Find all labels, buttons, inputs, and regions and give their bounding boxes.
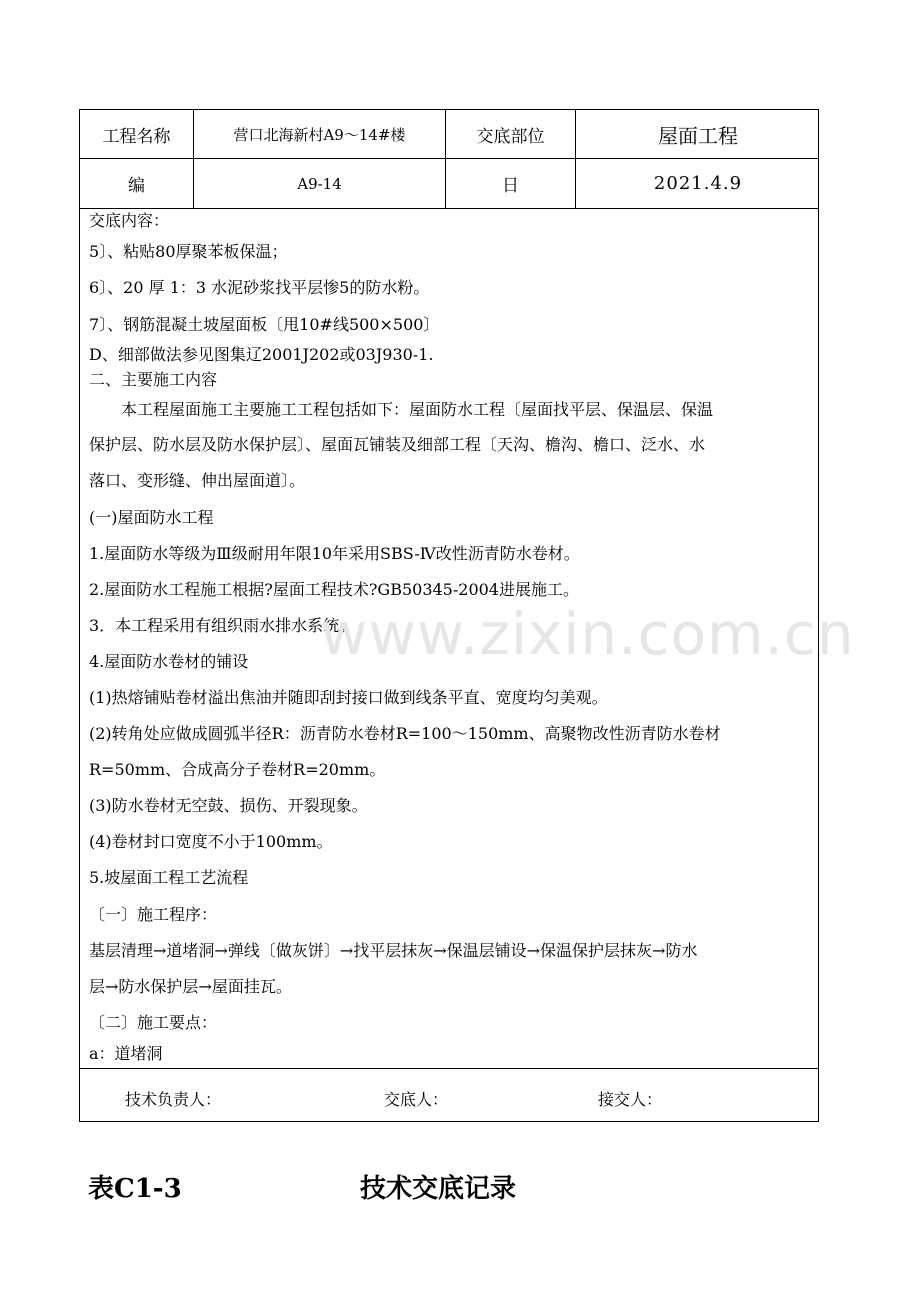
project-name-value: 营口北海新村A9～14#楼 — [233, 125, 406, 144]
content-line: 本工程屋面施工主要施工工程包括如下：屋面防水工程〔屋面找平层、保温层、保温 — [121, 400, 714, 419]
project-name-label-cell — [80, 110, 194, 158]
content-line: R=50mm、合成高分子卷材R=20mm。 — [89, 760, 386, 779]
disclosure-table — [79, 109, 819, 1122]
disclosure-content — [80, 209, 818, 1069]
content-line: 落口、变形缝、伸出屋面道〕。 — [89, 471, 306, 490]
content-line: (1)热熔铺贴卷材溢出焦油并随即刮封接口做到线条平直、宽度均匀美观。 — [89, 688, 608, 707]
form-title: 技术交底记录 — [360, 1174, 517, 1204]
project-name-label: 工程名称 — [102, 126, 171, 147]
code-label: 编 — [128, 176, 145, 196]
signature-row — [80, 1069, 818, 1123]
date-label-cell — [446, 159, 576, 208]
code-value: A9-14 — [297, 174, 342, 193]
section-heading: 二、主要施工内容 — [89, 370, 218, 389]
content-line: 5〕、粘贴80厚聚苯板保温； — [89, 242, 288, 261]
form-code: 表C1-3 — [88, 1174, 182, 1204]
date-label: 日 — [502, 176, 519, 196]
tech-lead-signature-label: 技术负责人： — [125, 1090, 222, 1109]
disclosure-part-label-cell — [446, 110, 576, 158]
submitter-signature-label: 交底人： — [384, 1090, 449, 1109]
content-line: 4.屋面防水卷材的铺设 — [89, 652, 249, 671]
date-value: 2021.4.9 — [653, 173, 743, 194]
content-line: 1.屋面防水等级为Ⅲ级耐用年限10年采用SBS-Ⅳ改性沥青防水卷材。 — [89, 544, 580, 563]
content-line: 层→防水保护层→屋面挂瓦。 — [89, 977, 292, 996]
content-line: 2.屋面防水工程施工根据?屋面工程技术?GB50345-2004进展施工。 — [89, 580, 579, 599]
receiver-signature-label: 接交人： — [598, 1090, 663, 1109]
code-label-cell — [80, 159, 194, 208]
content-line: 〔二〕施工要点： — [89, 1013, 218, 1032]
disclosure-part-value-cell — [576, 110, 820, 158]
content-line: (2)转角处应做成圆弧半径R：沥青防水卷材R=100～150mm、高聚物改性沥青防水卷材 — [89, 724, 721, 743]
content-line: 5.坡屋面工程工艺流程 — [89, 868, 249, 887]
content-line: (4)卷材封口宽度不小于100mm。 — [89, 832, 333, 851]
project-name-value-cell — [194, 110, 446, 158]
content-line: 3．本工程采用有组织雨水排水系统。 — [89, 616, 356, 635]
content-line: D、细部做法参见图集辽2001J202或03J930-1. — [89, 345, 434, 364]
disclosure-part-label: 交底部位 — [476, 126, 545, 147]
content-line: 交底内容： — [89, 211, 170, 230]
content-line: a：道堵洞 — [89, 1044, 163, 1063]
watermark: www.zixin.com.cn — [320, 600, 855, 668]
section-heading: (一)屋面防水工程 — [89, 508, 214, 527]
header-row-1 — [80, 110, 818, 159]
content-line: (3)防水卷材无空鼓、损伤、开裂现象。 — [89, 796, 368, 815]
content-line: 6〕、20 厚 1：3 水泥砂浆找平层惨5的防水粉。 — [89, 278, 430, 297]
header-row-2 — [80, 159, 818, 209]
content-line: 〔一〕施工程序： — [89, 905, 218, 924]
content-line: 7〕、钢筋混凝土坡屋面板〔甩10#线500×500〕 — [89, 315, 440, 334]
code-value-cell — [194, 159, 446, 208]
content-line: 保护层、防水层及防水保护层〕、屋面瓦铺装及细部工程〔天沟、檐沟、檐口、泛水、水 — [89, 435, 706, 454]
content-line: 基层清理→道堵洞→弹线〔做灰饼〕→找平层抹灰→保温层铺设→保温保护层抹灰→防水 — [89, 941, 698, 960]
date-value-cell — [576, 159, 820, 208]
disclosure-part-value: 屋面工程 — [658, 123, 738, 148]
